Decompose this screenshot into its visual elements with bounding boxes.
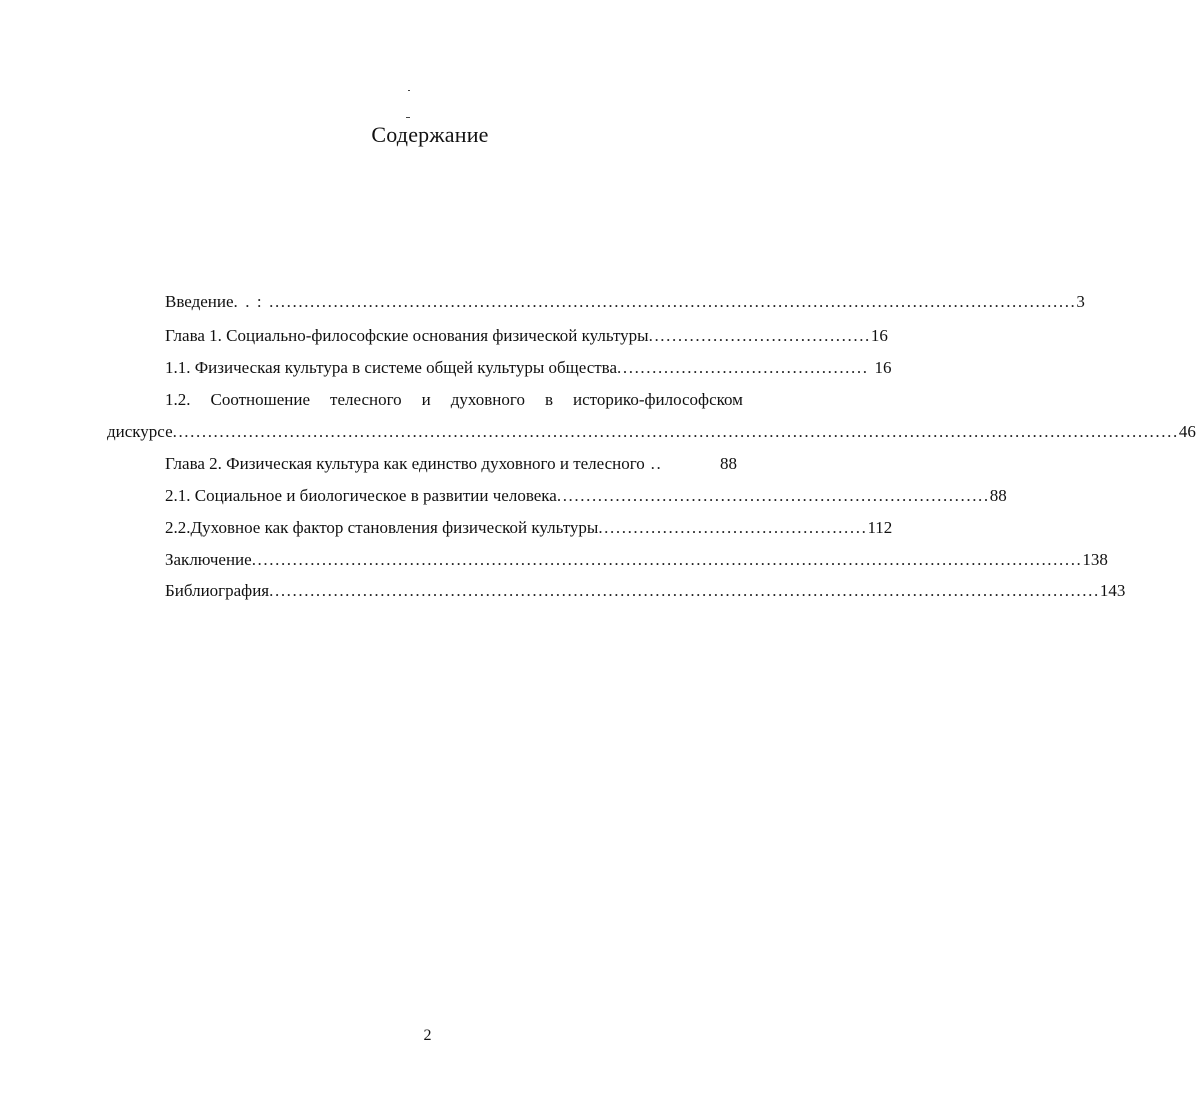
dot-leader: .............................................................................................................................................. [251,550,1083,569]
toc-entry-section2-2[interactable] [165,517,893,539]
toc-entry-chapter1[interactable] [165,325,888,347]
toc-entry-label: Глава 2. Физическая культура как единство духовного и телесного [165,454,645,473]
dot-leader: .............................................................................................................................................. [269,581,1100,600]
toc-entry-page: 88 [720,454,737,473]
toc-entry-page: 143 [1099,581,1126,600]
toc-entry-word: историко-философском [572,390,743,409]
toc-entry-label: 2.2.Духовное как фактор становления физической культуры [165,518,599,537]
toc-entry-word: духовного [450,390,525,409]
toc-entry-label: 2.1. Социальное и биологическое в развитии человека [165,486,557,505]
toc-entry-section1-2-continuation[interactable] [107,421,1196,443]
scan-mark-bottom [406,117,410,118]
dot-leader: .......................................................................... [556,486,990,505]
dot-leader: ........................................... [617,358,875,377]
page-title: Содержание [371,122,489,147]
toc-entry-page: 46 [1178,422,1196,441]
toc-entry-chapter2[interactable] [165,453,737,475]
page-number: 2 [423,1027,432,1044]
dot-leader: . . : .......................................................................................................................................... [233,292,1077,311]
toc-entry-section1-1[interactable] [165,357,892,379]
toc-entry-intro[interactable] [165,291,1085,313]
toc-entry-word: Соотношение [210,390,311,409]
toc-entry-page: 112 [867,518,893,537]
toc-entry-page: 138 [1082,550,1108,569]
toc-entry-word: в [544,390,553,409]
toc-entry-page: 3 [1076,292,1085,311]
dot-leader: .. [644,454,675,473]
toc-entry-bibliography[interactable] [165,580,1126,602]
toc-entry-page: 16 [870,326,888,345]
toc-entry-conclusion[interactable] [165,549,1108,571]
toc-entry-section2-1[interactable] [165,485,1007,507]
dot-leader: ...................................... [648,326,871,345]
toc-entry-section1-2[interactable] [165,389,743,411]
dot-leader: ............................................................................................................................................................................ [172,422,1179,441]
toc-entry-label: Библиография [165,581,270,600]
toc-entry-label: Заключение [165,550,252,569]
toc-entry-word: телесного [330,390,402,409]
toc-entry-label: Глава 1. Социально-философские основания физической культуры [165,326,649,345]
dot-leader: .............................................. [598,518,868,537]
toc-entry-page: 88 [989,486,1007,505]
toc-entry-word: 1.2. [165,390,191,409]
toc-entry-label: дискурсе [107,422,173,441]
toc-entry-label: Введение [165,292,234,311]
toc-entry-label: 1.1. Физическая культура в системе общей культуры общества [165,358,618,377]
toc-entry-page: 16 [874,358,892,377]
scan-mark-top [408,90,410,91]
toc-entry-word: и [421,390,431,409]
